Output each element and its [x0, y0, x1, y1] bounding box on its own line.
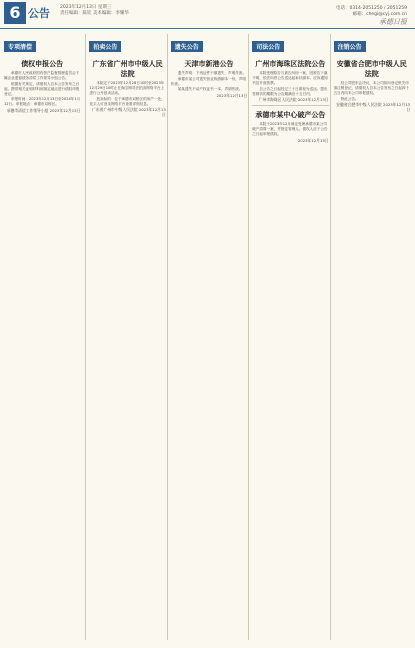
column	[248, 34, 328, 640]
editor-line: 责任编辑：陈钦 美术编辑：李耀华	[60, 11, 129, 16]
section-label: 司法公告	[252, 41, 284, 52]
announcement-title: 广州市海珠区法院公告	[255, 60, 326, 68]
column	[330, 34, 410, 640]
announcement-title: 天津市新港公告	[184, 60, 234, 68]
column	[167, 34, 247, 640]
announcement-paragraph: 某某遗失不动产权证书一本，声明作废。	[177, 87, 243, 91]
section-label: 遗失公告	[171, 41, 203, 52]
announcement-signature: 2023年12月13日	[297, 137, 329, 143]
announcement-title: 债权申报公告	[21, 60, 64, 68]
announcement-paragraph: 承德市某公司遗失营业执照副本一份，声明作废。	[170, 76, 247, 86]
announcement-paragraph: 遗失声明：下列证件不慎遗失，声明作废。	[177, 71, 247, 75]
announcement-signature: 承德市清偿工作领导小组 2023年12月13日	[6, 107, 81, 113]
announcement-paragraph: 申报时间：2023年12月13日至2024年1月12日。申报地点：承德市双桥区。	[4, 97, 81, 106]
announcement-signature: 广州市海珠区人民法院 2023年12月13日	[258, 97, 329, 102]
section-label: 注销公告	[334, 41, 366, 52]
phone-line: 电话：0314-2051250 / 2051259	[335, 6, 407, 11]
announcement-paragraph: 本院于2023年12月裁定受理承德市某公司破产清算一案，并指定管理人。债权人应于公告之日起申报债权。	[252, 122, 328, 136]
announcement-paragraph: 承德市人民政府国有资产监督管理委员会下属企业遗留债务清偿工作领导小组公告。	[4, 71, 80, 80]
section-label: 拍卖公告	[89, 41, 121, 52]
announcement-paragraph: 本院受理原告与被告纠纷一案，因被告下落不明，依法向你公告送达起诉状副本、应诉通知书及开庭传票。	[252, 71, 328, 85]
announcement-title: 广东省广州市中级人民法院	[92, 60, 163, 78]
announcement-title: 承德市某中心破产公告	[255, 111, 326, 119]
divider	[252, 105, 328, 106]
announcement-paragraph: 根据有关规定，请债权人自本公告发布之日起，携带相关证明材料到指定地点进行债权申报登记。	[4, 81, 80, 96]
announcement-paragraph: 本院定于2023年12月28日10时至2023年12月29日10时止在淘宝网司法拍卖网络平台上进行公开拍卖活动。	[89, 81, 165, 95]
page-header	[0, 0, 415, 29]
announcement-paragraph: 经公司股东会决议，本公司拟向登记机关申请注销登记，请债权人自本公告发布之日起四十五日内向本公司申报债权。	[333, 81, 410, 95]
column	[4, 34, 80, 640]
section-name: 公告	[28, 7, 50, 20]
column	[85, 34, 165, 640]
section-label: 专项清偿	[4, 41, 36, 52]
date-line: 2023年12月13日 星期三	[60, 5, 112, 10]
email-line: 邮箱：chegi@cyj.com.cn	[352, 12, 407, 17]
announcement-signature: 2023年12月13日	[216, 92, 248, 98]
header-right	[336, 5, 407, 27]
announcement-title: 安徽省合肥市中级人民法院	[336, 60, 407, 78]
announcement-paragraph: 特此公告。	[340, 96, 359, 101]
announcement-paragraph: 自公告之日起经过三十日即视为送达。提出答辩状的期限为公告期满后十五日内。	[252, 86, 328, 96]
paper-name: 承德日报	[379, 18, 407, 26]
announcement-paragraph: 拍卖标的：位于承德市双桥区的房产一处。竞买人可登录网络平台查看详细信息。	[89, 96, 165, 106]
section-number: 6	[4, 2, 26, 24]
announcement-signature: 广东省广州市中级人民法院 2023年12月13日	[92, 107, 166, 117]
announcement-signature: 安徽省合肥市中级人民法院 2023年12月13日	[336, 102, 410, 112]
